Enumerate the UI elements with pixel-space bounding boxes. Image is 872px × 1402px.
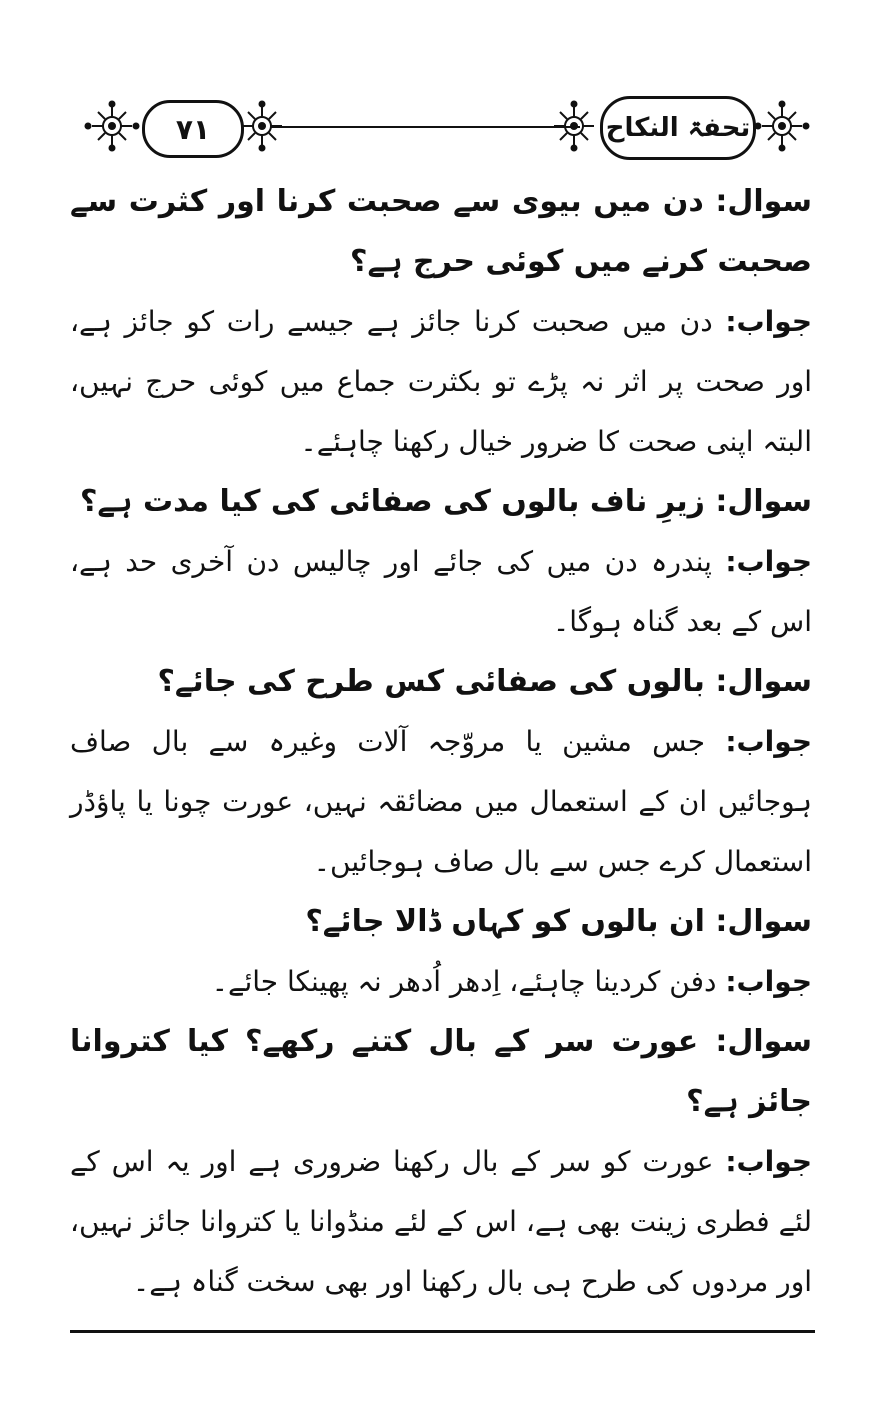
- question-text: عورت سر کے بال کتنے رکھے؟ کیا کتروانا جائز ہے؟: [70, 1024, 812, 1119]
- question-paragraph: [70, 1012, 812, 1132]
- question-label: سوال:: [715, 1024, 812, 1059]
- answer-paragraph: [70, 292, 812, 472]
- question-text: دن میں بیوی سے صحبت کرنا اور کثرت سے صحبت کرنے میں کوئی حرج ہے؟: [70, 184, 812, 279]
- question-paragraph: [70, 652, 812, 712]
- answer-text: جس مشین یا مروّجہ آلات وغیرہ سے بال صاف ہوجائیں ان کے استعمال میں مضائقہ نہیں، عورت چونا یا پاؤڈر استعمال کرے جس سے بال صاف ہوجائیں۔: [70, 725, 812, 878]
- question-label: سوال:: [715, 484, 812, 519]
- question-text: ان بالوں کو کہاں ڈالا جائے؟: [305, 904, 705, 939]
- question-label: سوال:: [715, 184, 812, 219]
- question-text: زیرِ ناف بالوں کی صفائی کی کیا مدت ہے؟: [79, 484, 705, 519]
- floral-ornament-icon: [230, 98, 294, 154]
- answer-paragraph: [70, 712, 812, 892]
- answer-text: پندرہ دن میں کی جائے اور چالیس دن آخری حد ہے، اس کے بعد گناہ ہوگا۔: [70, 545, 812, 638]
- question-paragraph: [70, 892, 812, 952]
- answer-label: جواب:: [725, 725, 813, 758]
- question-text: بالوں کی صفائی کس طرح کی جائے؟: [157, 664, 705, 699]
- answer-label: جواب:: [725, 1145, 812, 1178]
- answer-label: جواب:: [725, 545, 812, 578]
- question-paragraph: [70, 472, 812, 532]
- answer-label: جواب:: [725, 965, 812, 998]
- book-title: تحفۃ النکاح: [600, 96, 756, 160]
- floral-ornament-icon: [80, 98, 144, 154]
- floral-ornament-icon: [750, 98, 814, 154]
- page-content: [70, 172, 812, 1312]
- page-number: ۷۱: [142, 100, 244, 158]
- answer-paragraph: [70, 532, 812, 652]
- answer-text: عورت کو سر کے بال رکھنا ضروری ہے اور یہ اس کے لئے فطری زینت بھی ہے، اس کے لئے منڈوانا یا کتروانا جائز نہیں، اور مردوں کی طرح ہی بال رکھنا اور بھی سخت گناہ ہے۔: [70, 1145, 812, 1298]
- answer-label: جواب:: [725, 305, 812, 338]
- question-label: سوال:: [715, 904, 812, 939]
- answer-text: دن میں صحبت کرنا جائز ہے جیسے رات کو جائز ہے، اور صحت پر اثر نہ پڑے تو بکثرت جماع میں کوئی حرج نہیں، البتہ اپنی صحت کا ضرور خیال رکھنا چاہئے۔: [70, 305, 812, 458]
- answer-text: دفن کردینا چاہئے، اِدھر اُدھر نہ پھینکا جائے۔: [211, 965, 717, 998]
- page-header: [80, 92, 810, 162]
- question-label: سوال:: [715, 664, 812, 699]
- question-paragraph: [70, 172, 812, 292]
- floral-ornament-icon: [542, 98, 606, 154]
- header-rule: [270, 126, 580, 128]
- answer-paragraph: [70, 1132, 812, 1312]
- answer-paragraph: [70, 952, 812, 1012]
- footer-rule: [70, 1330, 815, 1333]
